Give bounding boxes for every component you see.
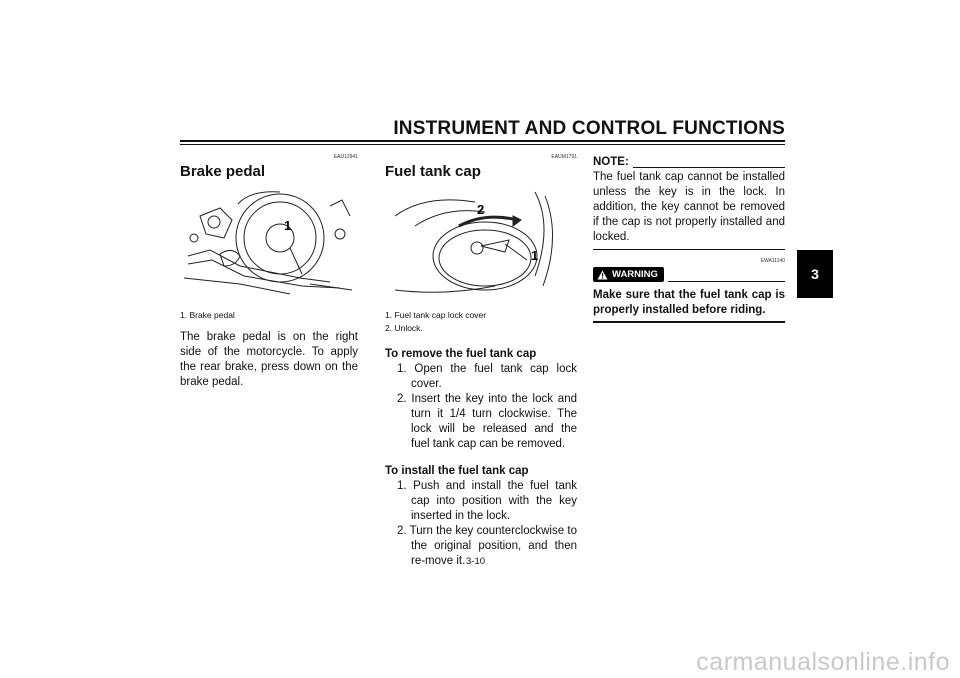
warning-triangle-icon [597,270,608,280]
fuel-cap-figure [385,186,577,303]
brake-pedal-figure [180,186,358,303]
fuel-cap-code: EAUM1791 [551,154,577,160]
fuel-figure-callout-2: 2 [477,202,485,217]
install-step-2: 2. Turn the key counterclockwise to the original position, and then re-move it. [397,525,577,567]
install-heading: To install the fuel tank cap [385,465,529,477]
page-header-title: INSTRUMENT AND CONTROL FUNCTIONS [393,118,785,139]
brake-pedal-section [180,150,358,390]
fuel-cap-caption-1: 1. Fuel tank cap lock cover [385,310,487,320]
warning-label: WARNING [612,269,658,280]
warning-code: EWA11140 [760,258,785,264]
fuel-cap-title: Fuel tank cap [385,163,481,180]
brake-pedal-code: EAU12941 [333,154,358,160]
remove-heading: To remove the fuel tank cap [385,348,537,360]
brake-pedal-caption: 1. Brake pedal [180,310,235,320]
fuel-figure-callout-1: 1 [531,248,539,263]
page-number: 3-10 [466,556,486,567]
brake-pedal-body: The brake pedal is on the right side of the motorcycle. To apply the rear brake, press down on the brake pedal. [180,331,358,388]
install-step-1: 1. Push and install the fuel tank cap into position with the key inserted in the lock. [397,480,577,522]
note-label: NOTE: [593,156,629,168]
note-warning-section [593,150,785,323]
chapter-tab: 3 [797,250,833,298]
brake-pedal-illustration [180,186,358,298]
fuel-cap-section [385,150,577,569]
remove-steps [385,362,577,452]
warning-rule [668,281,785,282]
remove-step-2: 2. Insert the key into the lock and turn it 1/4 turn clockwise. The lock will be released and the fuel tank cap can be removed. [397,393,577,450]
brake-figure-callout: 1 [284,218,292,233]
warning-label-row [593,267,785,282]
fuel-cap-illustration [385,186,563,298]
note-label-row [593,156,785,168]
footer-watermark[interactable]: carmanualsonline.info [696,648,950,676]
warning-badge [593,267,664,282]
fuel-cap-captions [385,309,577,335]
note-end-rule [593,249,785,250]
warning-text: Make sure that the fuel tank cap is properly installed before riding. [593,289,785,316]
note-rule [633,167,785,168]
remove-step-1: 1. Open the fuel tank cap lock cover. [397,363,577,390]
note-text: The fuel tank cap cannot be installed unless the key is in the lock. In addition, the key cannot be removed if the cap is not properly installed and locked. [593,171,785,243]
fuel-cap-caption-2: 2. Unlock. [385,323,423,333]
warning-end-rule [593,321,785,323]
brake-pedal-title: Brake pedal [180,163,266,180]
header-rule [180,140,785,142]
header-rule-thin [180,144,785,145]
